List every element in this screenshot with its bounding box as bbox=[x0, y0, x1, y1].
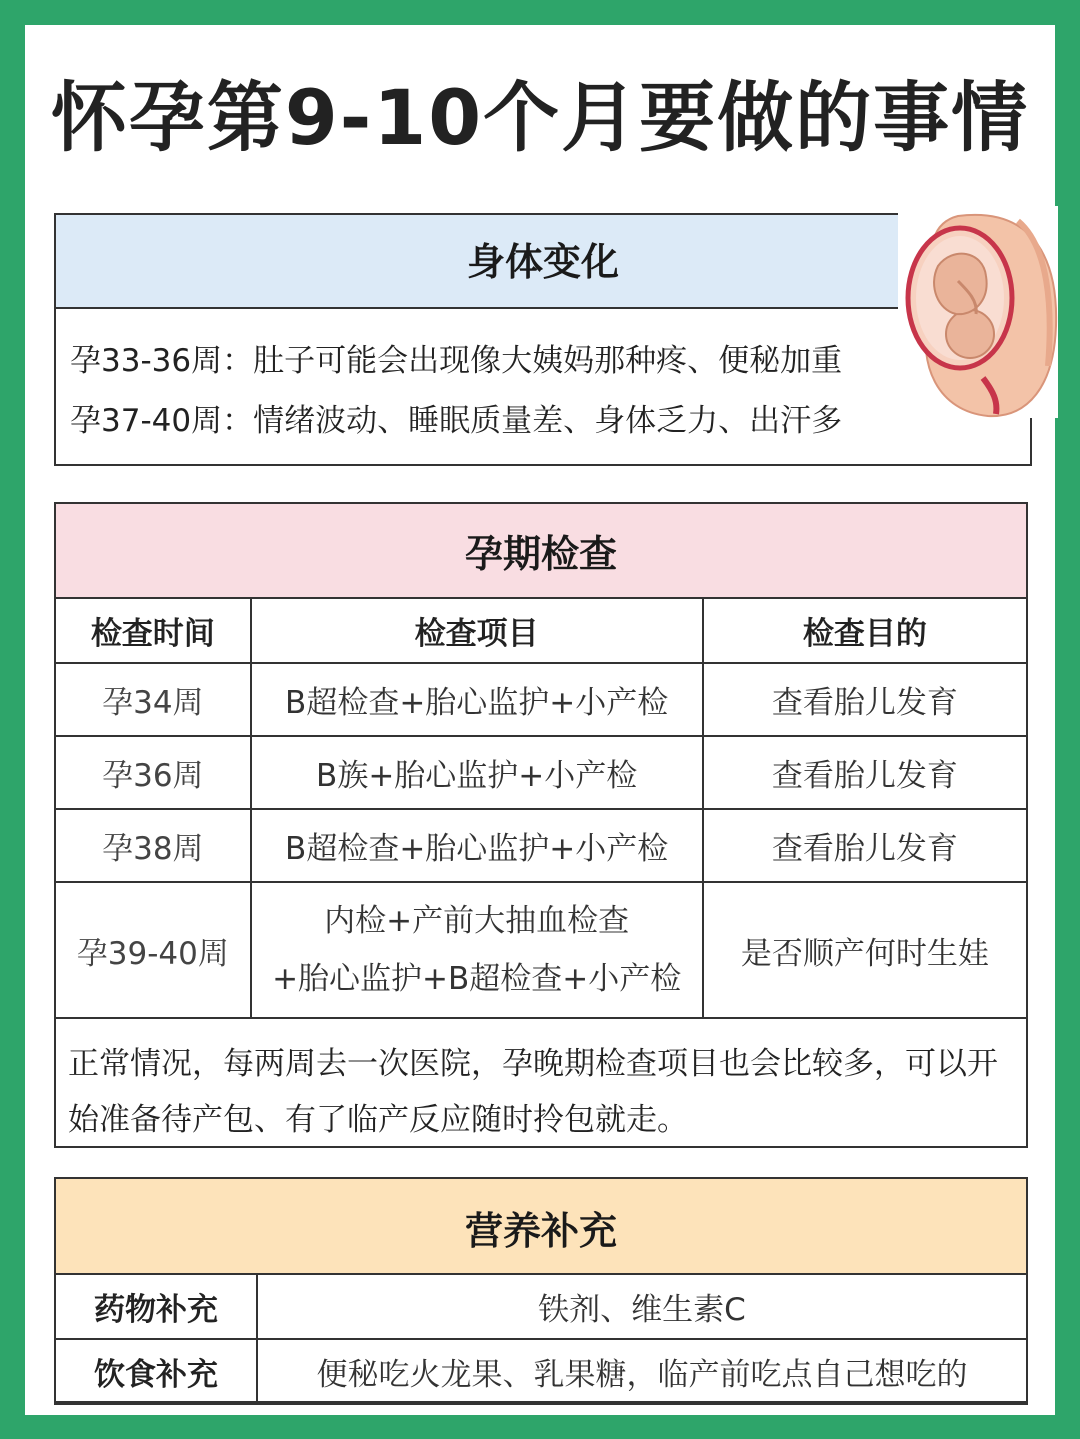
nutrition-value: 便秘吃火龙果、乳果糖，临产前吃点自己想吃的 bbox=[257, 1339, 1027, 1404]
exam-purpose-cell: 是否顺产何时生娃 bbox=[703, 882, 1027, 1018]
table-row bbox=[55, 809, 1027, 882]
nutrition-label: 饮食补充 bbox=[55, 1339, 257, 1404]
column-header: 检查项目 bbox=[251, 598, 703, 663]
body-change-line: 孕33-36周：肚子可能会出现像大姨妈那种疼、便秘加重 bbox=[70, 343, 843, 379]
exam-items-cell: B族+胎心监护+小产检 bbox=[251, 736, 703, 809]
table-row bbox=[55, 1339, 1027, 1404]
column-header: 检查时间 bbox=[55, 598, 251, 663]
exam-purpose-cell: 查看胎儿发育 bbox=[703, 663, 1027, 736]
exam-purpose-cell: 查看胎儿发育 bbox=[703, 736, 1027, 809]
nutrition-section bbox=[54, 1177, 1028, 1403]
table-row bbox=[55, 882, 1027, 1018]
fetus-illustration-icon bbox=[898, 206, 1058, 418]
body-changes-section bbox=[54, 213, 1032, 466]
exam-section bbox=[54, 502, 1028, 1148]
table-row bbox=[55, 663, 1027, 736]
exam-items-line: +胎心监护+B超检查+小产检 bbox=[272, 961, 682, 997]
table-row bbox=[55, 1274, 1027, 1339]
nutrition-label: 药物补充 bbox=[55, 1274, 257, 1339]
exam-time-cell: 孕39-40周 bbox=[55, 882, 251, 1018]
page-title: 怀孕第9-10个月要做的事情 bbox=[50, 73, 1030, 162]
exam-time-cell: 孕36周 bbox=[55, 736, 251, 809]
body-change-line: 孕37-40周：情绪波动、睡眠质量差、身体乏力、出汗多 bbox=[70, 403, 843, 439]
exam-table-header-row bbox=[55, 598, 1027, 663]
nutrition-table bbox=[54, 1273, 1028, 1405]
exam-items-cell bbox=[251, 882, 703, 1018]
table-row bbox=[55, 736, 1027, 809]
body-changes-heading: 身体变化 bbox=[56, 215, 1030, 309]
nutrition-heading: 营养补充 bbox=[56, 1179, 1026, 1273]
exam-purpose-cell: 查看胎儿发育 bbox=[703, 809, 1027, 882]
exam-heading: 孕期检查 bbox=[56, 504, 1026, 597]
exam-items-cell: B超检查+胎心监护+小产检 bbox=[251, 663, 703, 736]
exam-items-cell: B超检查+胎心监护+小产检 bbox=[251, 809, 703, 882]
exam-time-cell: 孕38周 bbox=[55, 809, 251, 882]
exam-note: 正常情况，每两周去一次医院，孕晚期检查项目也会比较多，可以开始准备待产包、有了临产反应随时拎包就走。 bbox=[68, 1046, 998, 1138]
exam-table bbox=[54, 597, 1028, 1019]
column-header: 检查目的 bbox=[703, 598, 1027, 663]
exam-items-line: 内检+产前大抽血检查 bbox=[324, 903, 630, 939]
exam-time-cell: 孕34周 bbox=[55, 663, 251, 736]
nutrition-value: 铁剂、维生素C bbox=[257, 1274, 1027, 1339]
